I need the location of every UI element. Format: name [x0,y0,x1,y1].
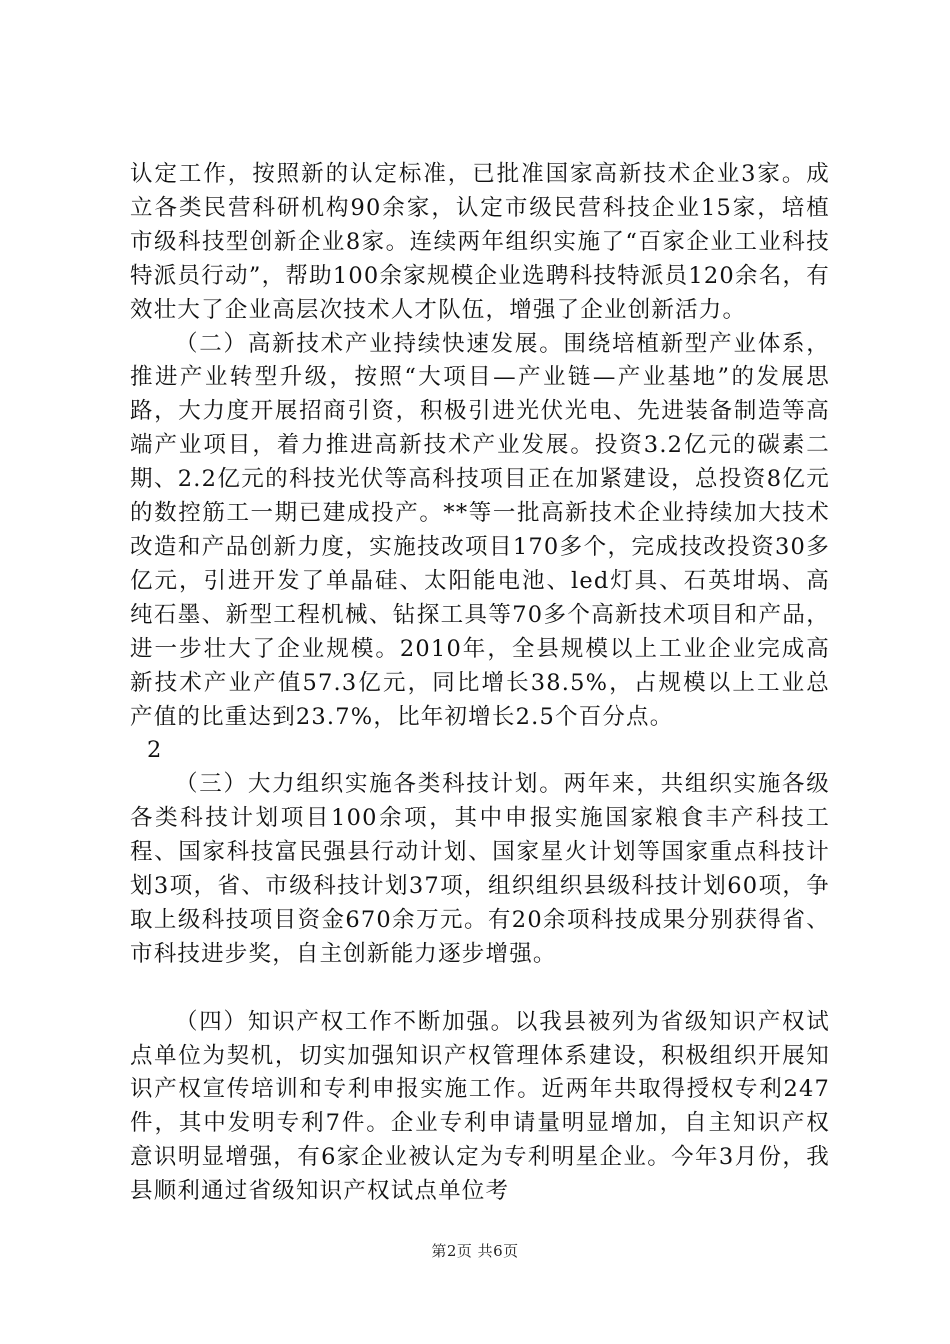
inline-page-number: 2 [147,737,163,764]
document-body [130,158,830,1209]
page-footer: 第2页 共6页 [431,1242,519,1260]
paragraph-section-three: （三）大力组织实施各类科技计划。两年来，共组织实施各级各类科技计划项目100余项，其中申报实施国家粮食丰产科技工程、国家科技富民强县行动计划、国家星火计划等国家重点科技计划3项，省、市级科技计划37项，组织组织县级科技计划60项，争取上级科技项目资金670余万元。有20余项科技成果分别获得省、市科技进步奖，自主创新能力逐步增强。 [130,771,830,967]
paragraph-gap [130,972,830,1006]
paragraph-section-four: （四）知识产权工作不断加强。以我县被列为省级知识产权试点单位为契机，切实加强知识产权管理体系建设，积极组织开展知识产权宣传培训和专利申报实施工作。近两年共取得授权专利247件，其中发明专利7件。企业专利申请量明显增加，自主知识产权意识明显增强，有6家企业被认定为专利明星企业。今年3月份，我县顺利通过省级知识产权试点单位考 [130,1008,830,1205]
paragraph-section-two: （二）高新技术产业持续快速发展。围绕培植新型产业体系，推进产业转型升级，按照“大项目—产业链—产业基地”的发展思路，大力度开展招商引资，积极引进光伏光电、先进装备制造等高端产业项目，着力推进高新技术产业发展。投资3.2亿元的碳素二期、2.2亿元的科技光伏等高科技项目正在加紧建设，总投资8亿元的数控筋工一期已建成投产。**等一批高新技术企业持续加大技术改造和产品创新力度，实施技改项目170多个，完成技改投资30多亿元，引进开发了单晶硅、太阳能电池、led灯具、石英坩埚、高纯石墨、新型工程机械、钻探工具等70多个高新技术项目和产品，进一步壮大了企业规模。2010年，全县规模以上工业企业完成高新技术产业产值57.3亿元，同比增长38.5%，占规模以上工业总产值的比重达到23.7%，比年初增长2.5个百分点。 [130,330,830,730]
paragraph-continuation: 认定工作，按照新的认定标准，已批准国家高新技术企业3家。成立各类民营科研机构90余家，认定市级民营科技企业15家，培植市级科技型创新企业8家。连续两年组织实施了“百家企业工业科技特派员行动”，帮助100余家规模企业选聘科技特派员120余名，有效壮大了企业高层次技术人才队伍，增强了企业创新活力。 [130,161,830,323]
